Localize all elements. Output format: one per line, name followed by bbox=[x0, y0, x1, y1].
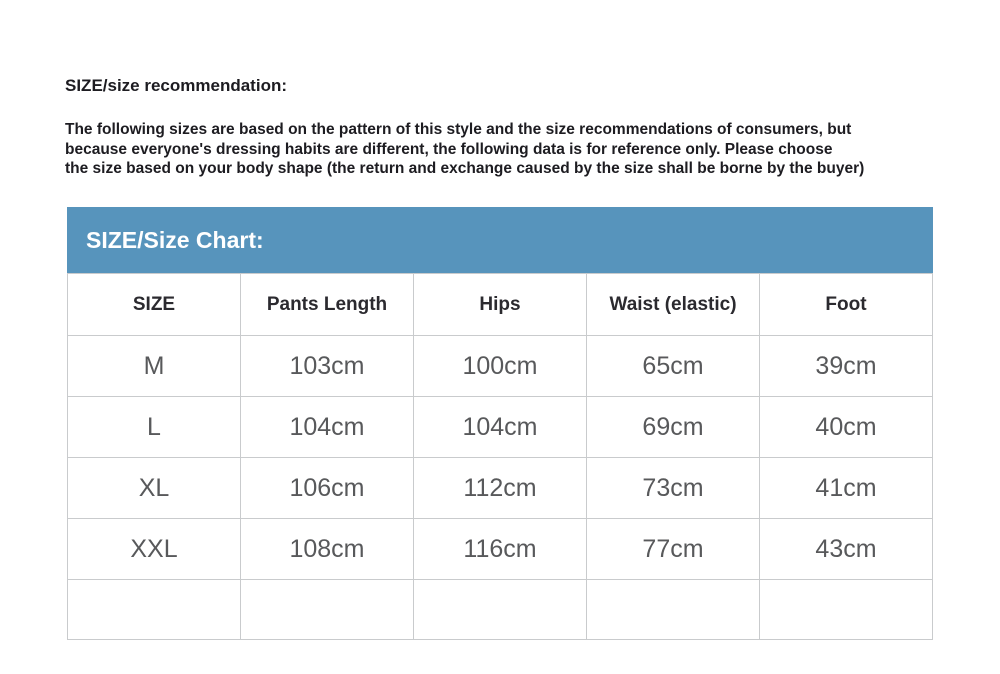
cell-hips: 112cm bbox=[414, 458, 587, 519]
cell-waist: 77cm bbox=[587, 519, 760, 580]
cell-pants-length: 103cm bbox=[241, 336, 414, 397]
intro-line: The following sizes are based on the pattern of this style and the size recommendations of consumers, but bbox=[65, 121, 852, 138]
column-header-hips: Hips bbox=[414, 274, 587, 336]
column-header-size: SIZE bbox=[68, 274, 241, 336]
table-row-xxl bbox=[68, 519, 933, 580]
cell-size: M bbox=[68, 336, 241, 397]
table-row-l bbox=[68, 397, 933, 458]
cell-waist: 73cm bbox=[587, 458, 760, 519]
size-chart-section bbox=[67, 207, 933, 640]
empty-cell bbox=[68, 580, 241, 640]
table-row-m bbox=[68, 336, 933, 397]
empty-cell bbox=[241, 580, 414, 640]
cell-hips: 104cm bbox=[414, 397, 587, 458]
intro-line: because everyone's dressing habits are different, the following data is for reference only. Please choose bbox=[65, 140, 833, 158]
empty-cell bbox=[414, 580, 587, 640]
cell-foot: 41cm bbox=[760, 458, 933, 519]
intro-paragraph bbox=[65, 120, 864, 179]
cell-waist: 69cm bbox=[587, 397, 760, 458]
cell-hips: 116cm bbox=[414, 519, 587, 580]
size-chart-banner-title: SIZE/Size Chart: bbox=[86, 226, 264, 253]
table-row-empty bbox=[68, 580, 933, 640]
cell-size: L bbox=[68, 397, 241, 458]
intro-line: the size based on your body shape (the return and exchange caused by the size shall be borne by the buyer) bbox=[65, 160, 865, 177]
cell-waist: 65cm bbox=[587, 336, 760, 397]
size-chart-banner bbox=[67, 207, 933, 273]
size-table-header-row bbox=[68, 274, 933, 336]
column-header-foot: Foot bbox=[760, 274, 933, 336]
cell-foot: 43cm bbox=[760, 519, 933, 580]
cell-pants-length: 106cm bbox=[241, 458, 414, 519]
cell-size: XXL bbox=[68, 519, 241, 580]
column-header-waist: Waist (elastic) bbox=[587, 274, 760, 336]
cell-pants-length: 108cm bbox=[241, 519, 414, 580]
empty-cell bbox=[760, 580, 933, 640]
column-header-pants-length: Pants Length bbox=[241, 274, 414, 336]
empty-cell bbox=[587, 580, 760, 640]
cell-foot: 40cm bbox=[760, 397, 933, 458]
cell-size: XL bbox=[68, 458, 241, 519]
cell-hips: 100cm bbox=[414, 336, 587, 397]
cell-foot: 39cm bbox=[760, 336, 933, 397]
table-row-xl bbox=[68, 458, 933, 519]
size-table bbox=[67, 273, 933, 640]
page-title: SIZE/size recommendation: bbox=[65, 76, 287, 95]
cell-pants-length: 104cm bbox=[241, 397, 414, 458]
